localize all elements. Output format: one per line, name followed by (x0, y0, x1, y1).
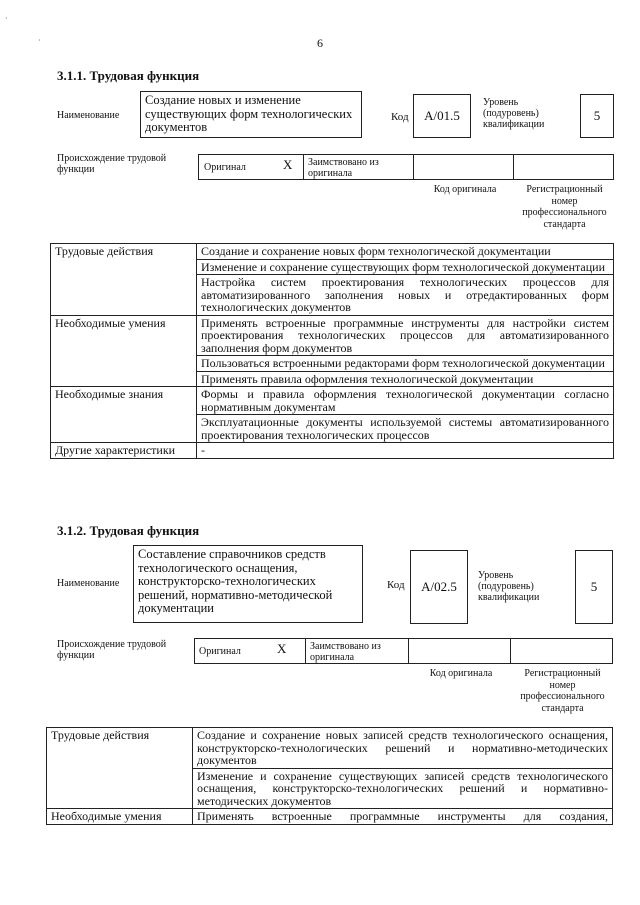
original-cell (199, 155, 304, 179)
code-value-box: A/02.5 (410, 550, 468, 624)
level-label: Уровень (подуровень) квалификации (478, 570, 540, 603)
original-label: Оригинал (199, 646, 241, 657)
function-name-box: Создание новых и изменение существующих форм технологических документов (140, 91, 362, 138)
row-label: Другие характеристики (51, 443, 197, 459)
page-number: 6 (317, 36, 323, 50)
borrowed-cell: Заимствовано из оригинала (304, 155, 414, 179)
row-label: Трудовые действия (47, 728, 193, 809)
code-label: Код (391, 111, 409, 123)
original-cell (195, 639, 306, 663)
row-item: - (197, 443, 614, 459)
code-original-cell (409, 639, 511, 663)
origin-label: Происхождение трудовой функции (57, 639, 167, 661)
row-label: Необходимые знания (51, 387, 197, 443)
row-item: Применять встроенные программные инструменты для настройки систем проектирования технологических процессов для автоматизированного заполнения форм документов (197, 315, 614, 356)
row-item: Изменение и сохранение существующих форм технологической документации (197, 259, 614, 275)
code-original-cell (414, 155, 514, 179)
requirements-table (46, 727, 613, 825)
level-value-box: 5 (575, 550, 613, 624)
table-row (51, 244, 614, 260)
code-original-caption: Код оригинала (433, 184, 497, 195)
table-row (47, 809, 613, 825)
code-label: Код (387, 579, 405, 591)
code-value-box: A/01.5 (413, 94, 471, 138)
original-mark: X (283, 157, 293, 172)
row-item: Настройка систем проектирования технологических процессов для автоматизированного заполнения новых и отредактированных форм технологических документов (197, 275, 614, 316)
function-name-box: Составление справочников средств технологического оснащения, конструкторско-технологических решений, нормативно-методической документации (133, 545, 363, 623)
row-item: Изменение и сохранение существующих записей средств технологического оснащения, конструкторско-технологических решений и нормативно-методических документов (193, 768, 613, 809)
name-label: Наименование (57, 578, 120, 589)
table-row (51, 315, 614, 356)
table-row (47, 728, 613, 769)
section-title: 3.1.2. Трудовая функция (57, 523, 200, 538)
reg-number-cell (511, 639, 612, 663)
scan-mark: · (38, 36, 41, 45)
row-label: Трудовые действия (51, 244, 197, 316)
origin-table (198, 154, 614, 180)
row-item: Применять правила оформления технологической документации (197, 371, 614, 387)
reg-number-caption: Регистрационный номер профессионального стандарта (520, 668, 605, 714)
code-original-caption: Код оригинала (429, 668, 493, 679)
row-item: Эксплуатационные документы используемой системы автоматизированного проектирования технологических процессов (197, 415, 614, 443)
reg-number-cell (514, 155, 613, 179)
requirements-table (50, 243, 614, 459)
section-title: 3.1.1. Трудовая функция (57, 68, 200, 83)
row-item: Создание и сохранение новых форм технологической документации (197, 244, 614, 260)
row-label: Необходимые умения (47, 809, 193, 825)
original-label: Оригинал (204, 162, 246, 173)
reg-number-caption: Регистрационный номер профессионального стандарта (522, 184, 607, 230)
scan-mark: · (5, 14, 8, 23)
row-item: Формы и правила оформления технологической документации согласно нормативным документам (197, 387, 614, 415)
row-item: Пользоваться встроенными редакторами форм технологической документации (197, 356, 614, 372)
level-value-box: 5 (580, 94, 614, 138)
row-item: Создание и сохранение новых записей средств технологического оснащения, конструкторско-технологических решений и нормативно-методических документов (193, 728, 613, 769)
level-label: Уровень (подуровень) квалификации (483, 97, 545, 130)
table-row (51, 387, 614, 415)
table-row (51, 443, 614, 459)
borrowed-cell: Заимствовано из оригинала (306, 639, 409, 663)
origin-table (194, 638, 613, 664)
original-mark: X (277, 641, 287, 656)
row-label: Необходимые умения (51, 315, 197, 387)
origin-label: Происхождение трудовой функции (57, 153, 167, 175)
name-label: Наименование (57, 110, 120, 121)
row-item: Применять встроенные программные инструменты для создания, (193, 809, 613, 825)
